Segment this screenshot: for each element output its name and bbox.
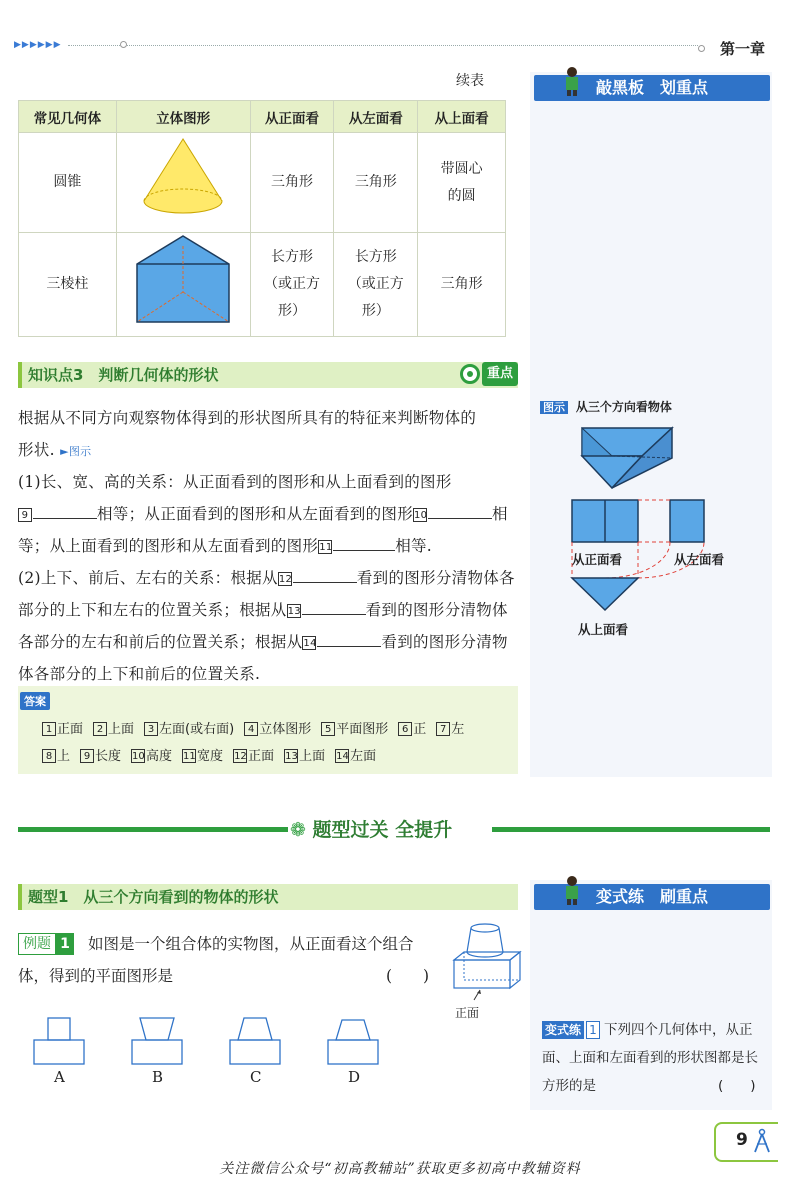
answer-text: 上面 xyxy=(108,722,135,737)
option-a-figure[interactable] xyxy=(30,1016,90,1066)
answer-text: 上 xyxy=(57,749,71,764)
answer-number: 2 xyxy=(93,722,107,736)
cone-figure-cell xyxy=(116,133,250,233)
front-direction-label: 正面 xyxy=(455,1006,480,1020)
answer-text: 高度 xyxy=(146,749,173,764)
answer-item xyxy=(436,722,464,737)
option-c-label[interactable]: C xyxy=(250,1068,262,1086)
answer-item xyxy=(80,749,121,764)
answer-text: 宽度 xyxy=(197,749,224,764)
answer-blank[interactable] xyxy=(33,499,97,519)
example-tag: 例题 xyxy=(18,933,56,955)
blank-number: 12 xyxy=(278,574,293,585)
table-cell: 三角形 xyxy=(250,133,334,233)
intro-line-2: 形状. xyxy=(18,441,55,459)
text: 相等. xyxy=(395,537,433,555)
answer-text: 上面 xyxy=(299,749,326,764)
table-cell: 三棱柱 xyxy=(19,233,117,337)
answer-number: 12 xyxy=(234,751,247,762)
answer-item xyxy=(144,722,234,737)
page-number: 9 xyxy=(736,1130,748,1150)
table-header-row xyxy=(19,101,506,133)
text: 相等；从正面看到的图形和从左面看到的图形 xyxy=(97,505,414,523)
practice-number: 1 xyxy=(586,1021,600,1039)
practice-line-2: 面、上面和左面看到的形状图都是长 xyxy=(542,1050,758,1066)
text: 等；从上面看到的图形和从左面看到的图形 xyxy=(18,537,319,555)
answer-blank[interactable] xyxy=(333,531,395,551)
example-number: 1 xyxy=(56,933,74,955)
option-b-label[interactable]: B xyxy=(152,1068,164,1086)
intro-line-1: 根据从不同方向观察物体得到的形状图所具有的特征来判断物体的 xyxy=(18,409,477,427)
fig-title: 从三个方向看物体 xyxy=(575,400,672,414)
knowledge-point-title: 知识点3 判断几何体的形状 xyxy=(18,362,518,388)
answer-item xyxy=(244,722,311,737)
answer-blank[interactable] xyxy=(317,627,381,647)
answer-number: 1 xyxy=(42,722,56,736)
answer-item xyxy=(284,749,325,764)
question-type-title: 题型1 从三个方向看到的物体的形状 xyxy=(18,884,518,910)
header-dot xyxy=(120,41,127,48)
solids-table xyxy=(18,100,506,337)
answer-number: 11 xyxy=(183,751,196,762)
table-header: 从上面看 xyxy=(418,101,506,133)
table-cell: 三角形 xyxy=(418,233,506,337)
compass-icon xyxy=(752,1128,772,1154)
label-front-view: 从正面看 xyxy=(572,552,623,567)
answer-text: 长度 xyxy=(95,749,122,764)
answer-text: 正面 xyxy=(248,749,275,764)
blank-number: 14 xyxy=(303,638,317,649)
blank-number: 11 xyxy=(319,542,333,553)
answer-row xyxy=(42,718,474,737)
fig-tag: 图示 xyxy=(540,401,568,414)
option-c-figure[interactable] xyxy=(226,1016,286,1066)
answer-number: 3 xyxy=(144,722,158,736)
text: 部分的上下和左右的位置关系；根据从 xyxy=(18,601,287,619)
answer-text: 正面 xyxy=(57,722,84,737)
question-line-2: 体，得到的平面图形是 xyxy=(18,967,174,985)
answer-number: 5 xyxy=(321,722,335,736)
cell-line: 长方形 xyxy=(354,249,397,265)
answer-number: 10 xyxy=(132,751,145,762)
answer-blank[interactable] xyxy=(293,563,357,583)
answer-number: 4 xyxy=(244,722,258,736)
text: 体各部分的上下和前后的位置关系. xyxy=(18,665,261,683)
answer-blank[interactable] xyxy=(302,595,366,615)
header-dot xyxy=(698,45,705,52)
option-b-figure[interactable] xyxy=(128,1016,188,1066)
sidebar-bottom-heading: 变式练 刷重点 xyxy=(534,884,770,910)
answer-bracket[interactable]: ( ) xyxy=(386,967,430,985)
table-cell xyxy=(334,233,418,337)
section-rule xyxy=(492,827,770,832)
answer-text: 左面 xyxy=(350,749,377,764)
cell-line: 长方形 xyxy=(271,249,313,265)
three-view-diagram xyxy=(560,418,740,638)
label-top-view: 从上面看 xyxy=(578,622,629,637)
blank-number: 13 xyxy=(287,606,301,617)
table-cell xyxy=(250,233,334,337)
answer-item xyxy=(182,749,223,764)
option-d-figure[interactable] xyxy=(324,1016,384,1066)
chapter-title: 第一章 xyxy=(720,40,766,58)
table-caption: 续表 xyxy=(456,73,484,89)
answer-number: 9 xyxy=(80,749,94,763)
answer-row xyxy=(42,745,386,764)
blank-number: 10 xyxy=(414,510,428,521)
table-header: 立体图形 xyxy=(116,101,250,133)
text: 相 xyxy=(492,505,508,523)
practice-tag: 变式练 xyxy=(542,1021,584,1039)
answer-number: 7 xyxy=(436,722,450,736)
cell-line: 带圆心 xyxy=(440,160,483,177)
knowledge-point-1 xyxy=(18,466,518,562)
text: (2)上下、前后、左右的关系：根据从 xyxy=(18,569,278,587)
answer-item xyxy=(398,722,426,737)
answer-item xyxy=(42,749,70,764)
cell-line: 形） xyxy=(278,303,306,319)
text: 看到的图形分清物体 xyxy=(365,601,508,619)
answer-text: 立体图形 xyxy=(259,722,312,737)
answer-text: 平面图形 xyxy=(336,722,389,737)
cell-line: （或正方 xyxy=(347,276,404,292)
knowledge-point-2 xyxy=(18,562,518,690)
practice-line-3: 方形的是 xyxy=(542,1078,596,1094)
section-rule xyxy=(18,827,288,832)
composite-solid-figure xyxy=(450,922,524,1002)
header-rule xyxy=(68,45,698,46)
table-cell: 三角形 xyxy=(334,133,418,233)
table-cell xyxy=(418,133,506,233)
triangular-prism-figure xyxy=(133,234,233,326)
target-icon xyxy=(460,364,480,384)
practice-answer-bracket[interactable]: ( ) xyxy=(718,1078,756,1094)
option-a-label[interactable]: A xyxy=(54,1068,65,1086)
footer-notice: 关注微信公众号“初高教辅站”获取更多初高中教辅资料 xyxy=(219,1161,581,1177)
answer-number: 13 xyxy=(285,751,298,762)
answer-item xyxy=(131,749,172,764)
header-arrows: ▶▶▶▶▶▶ xyxy=(14,40,62,50)
cell-line: 的圆 xyxy=(447,187,476,204)
answer-text: 正 xyxy=(413,722,427,737)
section-icon: ❁ xyxy=(290,819,306,841)
answer-item xyxy=(321,722,388,737)
knowledge-intro xyxy=(18,402,518,468)
question-line-1: 如图是一个组合体的实物图，从正面看这个组合 xyxy=(88,935,414,953)
practice-line-1: 下列四个几何体中，从正 xyxy=(604,1022,753,1038)
cone-figure xyxy=(138,135,228,221)
answer-label: 答案 xyxy=(20,692,50,710)
answer-text: 左面(或右面) xyxy=(159,722,235,737)
section-title xyxy=(290,815,452,842)
prism-figure-cell xyxy=(116,233,250,337)
answer-item xyxy=(233,749,274,764)
answer-item xyxy=(93,722,134,737)
label-left-view: 从左面看 xyxy=(674,552,725,567)
answer-blank[interactable] xyxy=(428,499,492,519)
text: (1)长、宽、高的关系：从正面看到的图形和从上面看到的图形 xyxy=(18,473,452,491)
figure-link[interactable]: ►图示 xyxy=(60,445,92,458)
answer-number: 6 xyxy=(398,722,412,736)
section-title-text: 题型过关 全提升 xyxy=(312,819,453,841)
table-header: 常见几何体 xyxy=(19,101,117,133)
answer-item xyxy=(335,749,376,764)
table-cell: 圆锥 xyxy=(19,133,117,233)
sidebar-top-heading: 敲黑板 划重点 xyxy=(534,75,770,101)
table-header: 从左面看 xyxy=(334,101,418,133)
text: 各部分的左右和前后的位置关系；根据从 xyxy=(18,633,303,651)
option-d-label[interactable]: D xyxy=(348,1068,361,1086)
sidebar-fig-caption xyxy=(540,398,672,415)
blank-number: 9 xyxy=(18,508,32,522)
answer-text: 左 xyxy=(451,722,465,737)
text: 看到的图形分清物体各 xyxy=(356,569,515,587)
text: 看到的图形分清物 xyxy=(381,633,508,651)
important-badge: 重点 xyxy=(482,362,518,386)
table-row xyxy=(19,233,506,337)
table-header: 从正面看 xyxy=(250,101,334,133)
answer-number: 8 xyxy=(42,749,56,763)
answer-number: 14 xyxy=(336,751,349,762)
teacher-icon xyxy=(560,66,584,96)
answer-item xyxy=(42,722,83,737)
cell-line: 形） xyxy=(361,303,390,319)
student-icon xyxy=(560,875,584,905)
table-row xyxy=(19,133,506,233)
cell-line: （或正方 xyxy=(264,276,320,292)
